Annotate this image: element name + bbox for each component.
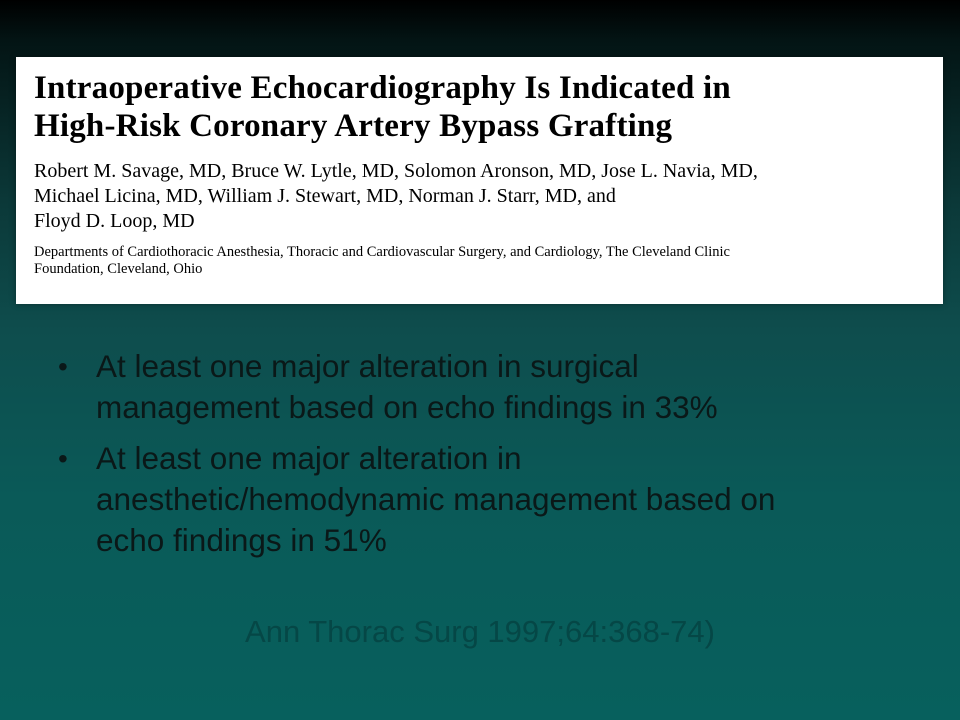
bullet-list <box>58 346 918 571</box>
bullet-text-line: At least one major alteration in <box>96 440 522 476</box>
authors-line: Floyd D. Loop, MD <box>34 210 195 232</box>
bullet-marker: • <box>58 351 68 382</box>
bullet-text-line: echo findings in 51% <box>96 522 387 558</box>
departments-line: Foundation, Cleveland, Ohio <box>34 261 203 277</box>
paper-header-image <box>16 57 943 304</box>
bullet-item-anesthetic <box>58 438 918 561</box>
authors-line: Robert M. Savage, MD, Bruce W. Lytle, MD, Solomon Aronson, MD, Jose L. Navia, MD, <box>34 160 758 182</box>
paper-departments <box>34 244 923 278</box>
bullet-item-surgical <box>58 346 918 428</box>
citation: Ann Thorac Surg 1997;64:368-74) <box>245 614 715 649</box>
paper-title-line: Intraoperative Echocardiography Is Indicated in <box>34 70 731 106</box>
paper-title <box>34 69 923 145</box>
paper-authors <box>34 159 923 234</box>
authors-line: Michael Licina, MD, William J. Stewart, MD, Norman J. Starr, MD, and <box>34 185 616 207</box>
bullet-text-line: At least one major alteration in surgical <box>96 348 639 384</box>
bullet-marker: • <box>58 443 68 474</box>
bullet-text-line: anesthetic/hemodynamic management based on <box>96 481 776 517</box>
paper-title-line: High-Risk Coronary Artery Bypass Grafting <box>34 108 673 144</box>
departments-line: Departments of Cardiothoracic Anesthesia, Thoracic and Cardiovascular Surgery, and Cardiology, The Cleveland Clinic <box>34 244 730 260</box>
bullet-text-line: management based on echo findings in 33% <box>96 389 718 425</box>
